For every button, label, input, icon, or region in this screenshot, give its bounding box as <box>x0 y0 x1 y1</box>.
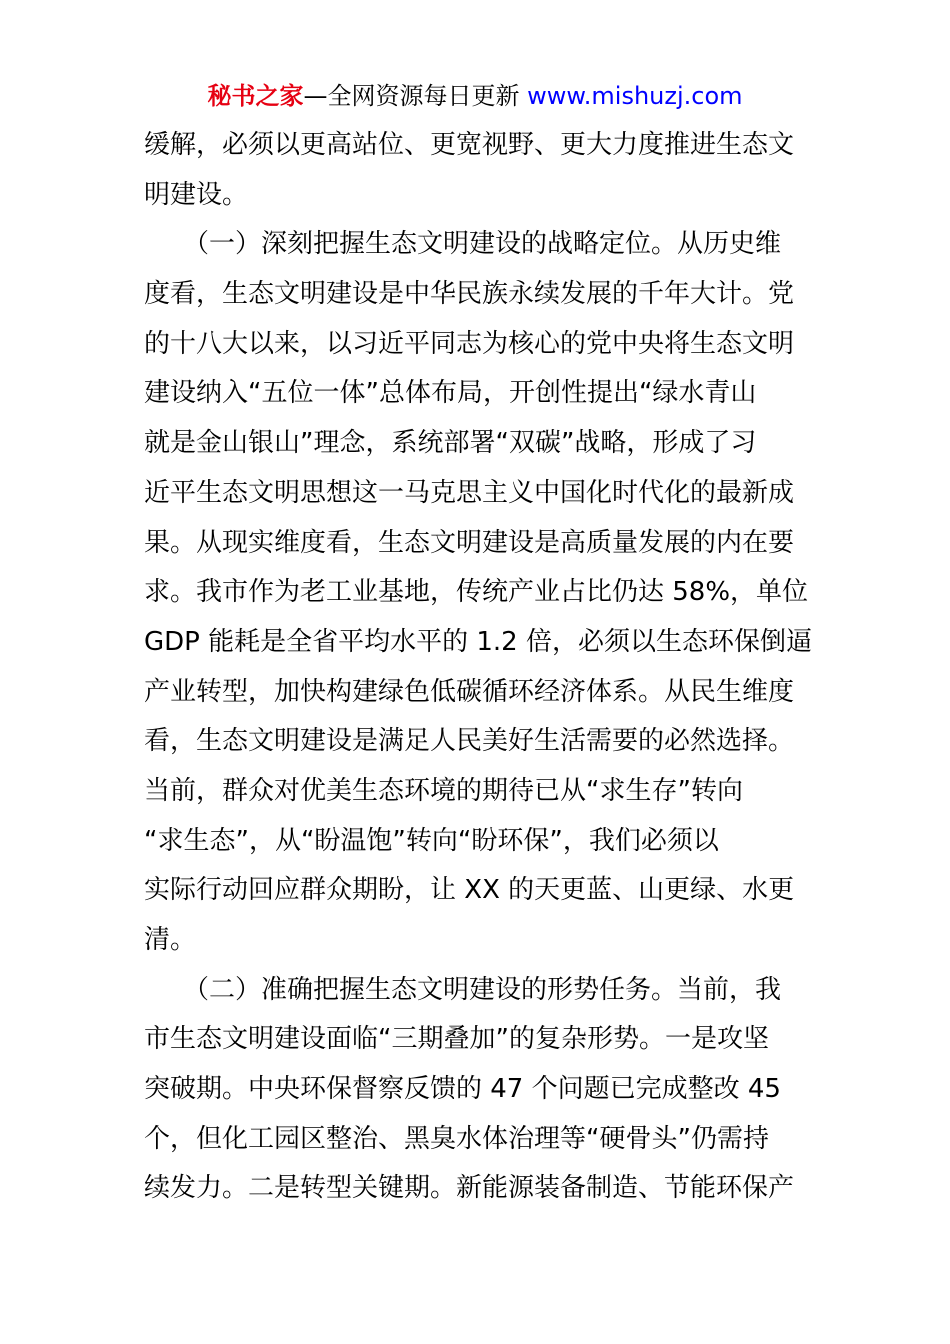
text-line: GDP 能耗是全省平均水平的 1.2 倍，必须以生态环保倒逼 <box>144 626 812 657</box>
text-line: 求。我市作为老工业基地，传统产业占比仍达 58%，单位 <box>144 577 809 608</box>
text-line: 建设纳入“五位一体”总体布局，开创性提出“绿水青山 <box>144 378 757 409</box>
text-line: 的十八大以来，以习近平同志为核心的党中央将生态文明 <box>144 328 795 359</box>
brand-name: 秘书之家 <box>207 82 304 110</box>
text-line: （二）准确把握生态文明建设的形势任务。当前，我 <box>144 974 782 1005</box>
text-line: 突破期。中央环保督察反馈的 47 个问题已完成整改 45 <box>144 1074 781 1105</box>
text-line: “求生态”，从“盼温饱”转向“盼环保”，我们必须以 <box>144 825 719 856</box>
text-line: 当前，群众对优美生态环境的期待已从“求生存”转向 <box>144 775 743 806</box>
text-line: 缓解，必须以更高站位、更宽视野、更大力度推进生态文 <box>144 130 795 160</box>
text-line: 实际行动回应群众期盼，让 XX 的天更蓝、山更绿、水更 <box>144 875 795 906</box>
text-line: 度看，生态文明建设是中华民族永续发展的千年大计。党 <box>144 279 795 310</box>
header-tagline: —全网资源每日更新 <box>303 82 528 110</box>
page-header <box>0 80 950 112</box>
site-url[interactable]: www.mishuzj.com <box>527 82 743 110</box>
text-line: 就是金山银山”理念，系统部署“双碳”战略，形成了习 <box>144 428 757 459</box>
text-line: （一）深刻把握生态文明建设的战略定位。从历史维 <box>144 229 782 260</box>
text-line: 个，但化工园区整治、黑臭水体治理等“硬骨头”仍需持 <box>144 1123 769 1154</box>
text-line: 看，生态文明建设是满足人民美好生活需要的必然选择。 <box>144 726 795 757</box>
text-line: 清。 <box>144 925 197 955</box>
text-line: 果。从现实维度看，生态文明建设是高质量发展的内在要 <box>144 527 795 558</box>
text-line: 近平生态文明思想这一马克思主义中国化时代化的最新成 <box>144 477 795 508</box>
text-line: 产业转型，加快构建绿色低碳循环经济体系。从民生维度 <box>144 676 795 707</box>
text-line: 明建设。 <box>144 179 249 210</box>
text-line: 市生态文明建设面临“三期叠加”的复杂形势。一是攻坚 <box>144 1024 769 1055</box>
text-line: 续发力。二是转型关键期。新能源装备制造、节能环保产 <box>144 1173 795 1204</box>
document-body <box>144 121 824 1214</box>
